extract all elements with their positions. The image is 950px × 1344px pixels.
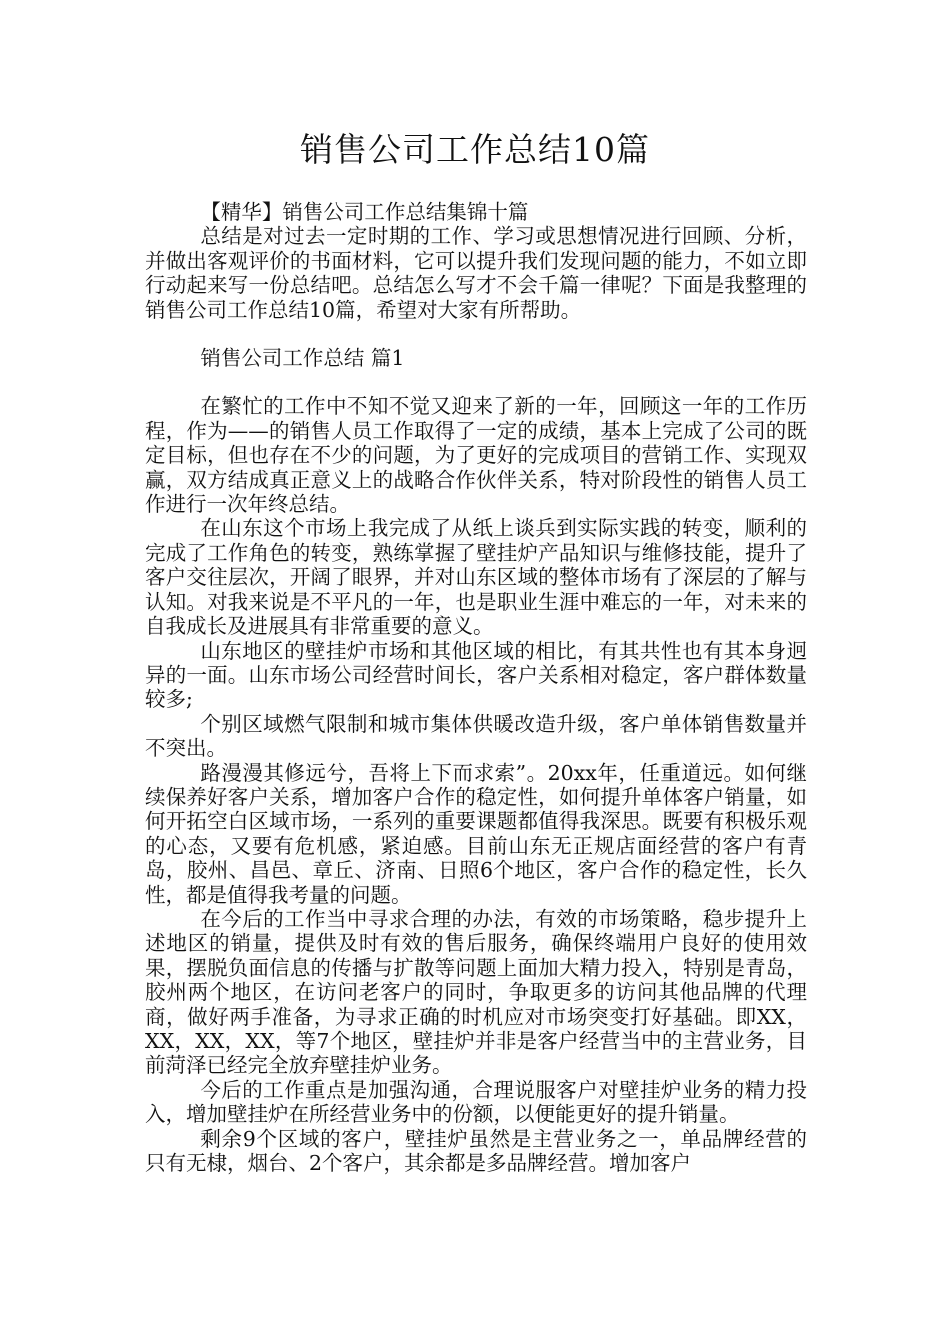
body-paragraph: 个别区域燃气限制和城市集体供暖改造升级，客户单体销售数量并不突出。 — [145, 711, 807, 761]
body-paragraph: 今后的工作重点是加强沟通，合理说服客户对壁挂炉业务的精力投入，增加壁挂炉在所经营业务中的份额，以便能更好的提升销量。 — [145, 1077, 807, 1127]
body-paragraph: 在今后的工作当中寻求合理的办法，有效的市场策略，稳步提升上述地区的销量，提供及时有效的售后服务，确保终端用户良好的使用效果，摆脱负面信息的传播与扩散等问题上面加大精力投入，特别是青岛，胶州两个地区，在访问老客户的同时，争取更多的访问其他品牌的代理商，做好两手准备，为寻求正确的时机应对市场突变打好基础。即XX，XX，XX，XX，等7个地区，壁挂炉并非是客户经营当中的主营业务，目前菏泽已经完全放弃壁挂炉业务。 — [145, 906, 807, 1078]
intro-paragraph: 总结是对过去一定时期的工作、学习或思想情况进行回顾、分析，并做出客观评价的书面材料，它可以提升我们发现问题的能力，不如立即行动起来写一份总结吧。总结怎么写才不会千篇一律呢？下面是我整理的销售公司工作总结10篇，希望对大家有所帮助。 — [145, 224, 807, 322]
body-paragraph: 在繁忙的工作中不知不觉又迎来了新的一年，回顾这一年的工作历程，作为——的销售人员工作取得了一定的成绩，基本上完成了公司的既定目标，但也存在不少的问题，为了更好的完成项目的营销工作、实现双赢，双方结成真正意义上的战略合作伙伴关系，特对阶段性的销售人员工作进行一次年终总结。 — [145, 394, 807, 517]
body-paragraph: 山东地区的壁挂炉市场和其他区域的相比，有其共性也有其本身迥异的一面。山东市场公司经营时间长，客户关系相对稳定，客户群体数量较多; — [145, 638, 807, 712]
page-title: 销售公司工作总结10篇 — [300, 130, 650, 169]
body-paragraph: 路漫漫其修远兮，吾将上下而求索”。20xx年，任重道远。如何继续保养好客户关系，增加客户合作的稳定性，如何提升单体客户销量，如何开拓空白区域市场，一系列的重要课题都值得我深思。既要有积极乐观的心态，又要有危机感，紧迫感。目前山东无正规店面经营的客户有青岛，胶州、昌邑、章丘、济南、日照6个地区，客户合作的稳定性，长久性，都是值得我考量的问题。 — [145, 760, 807, 907]
document-body — [145, 200, 807, 1175]
body-paragraph: 剩余9个区域的客户，壁挂炉虽然是主营业务之一，单品牌经营的只有无棣，烟台、2个客户，其余都是多品牌经营。增加客户 — [145, 1126, 807, 1176]
body-paragraph: 在山东这个市场上我完成了从纸上谈兵到实际实践的转变，顺利的完成了工作角色的转变，熟练掌握了壁挂炉产品知识与维修技能，提升了客户交往层次，开阔了眼界，并对山东区域的整体市场有了深层的了解与认知。对我来说是不平凡的一年，也是职业生涯中难忘的一年，对未来的自我成长及进展具有非常重要的意义。 — [145, 516, 807, 639]
document-subtitle: 【精华】销售公司工作总结集锦十篇 — [200, 200, 529, 224]
section-heading: 销售公司工作总结 篇1 — [200, 346, 405, 371]
